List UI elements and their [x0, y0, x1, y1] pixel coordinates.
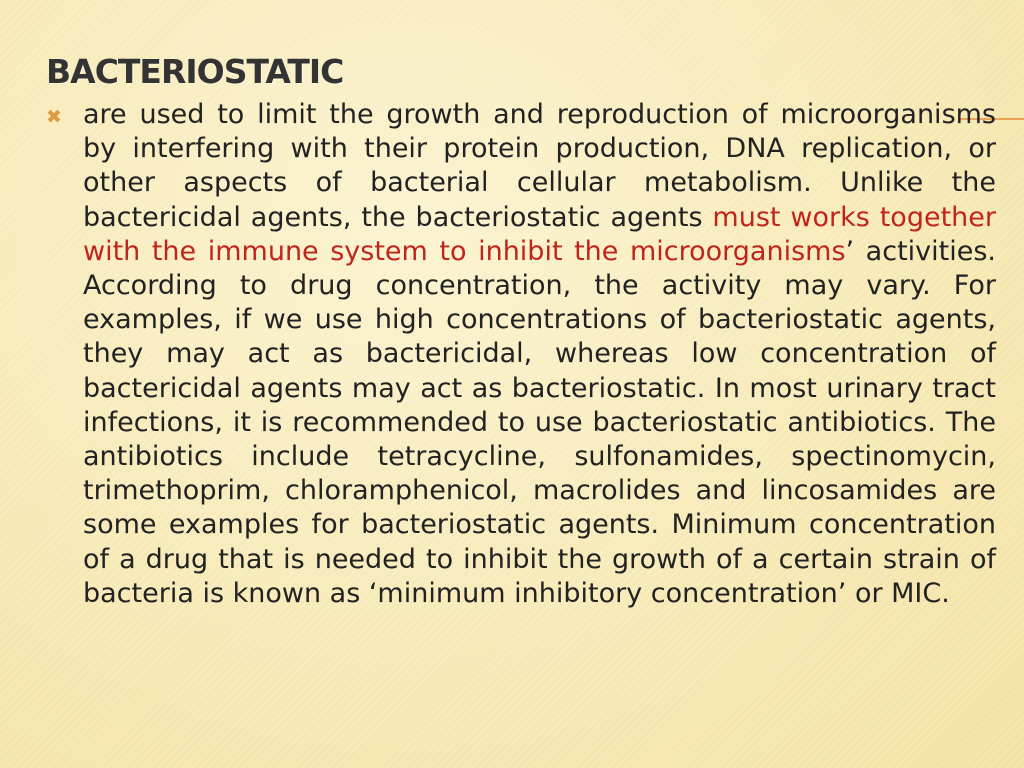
- x-bullet-icon: ✖: [46, 106, 62, 128]
- slide-title: BACTERIOSTATIC: [46, 52, 344, 91]
- body-paragraph: [83, 98, 996, 611]
- highlighted-text: must works together with the immune system to inhibit the microorganisms: [83, 201, 996, 267]
- paragraph-text-start: are used to limit the growth and reproduction of microorganisms by interfering with their protein production, DNA replication, or other aspects of bacterial cellular metabolism. Unlike the bactericidal agents, the bacteriostatic agents: [83, 99, 996, 233]
- paragraph-text-end: ’ activities. According to drug concentration, the activity may vary. For examples, if we use high concentrations of bacteriostatic agents, they may act as bactericidal, whereas low concentration of bactericidal agents may act as bacteriostatic. In most urinary tract infections, it is recommended to use bacteriostatic antibiotics. The antibiotics include tetracycline, sulfonamides, spectinomycin, trimethoprim, chloramphenicol, macrolides and lincosamides are some examples for bacteriostatic agents. Minimum concentration of a drug that is needed to inhibit the growth of a certain strain of bacteria is known as ‘minimum inhibitory concentration’ or MIC.: [83, 235, 996, 609]
